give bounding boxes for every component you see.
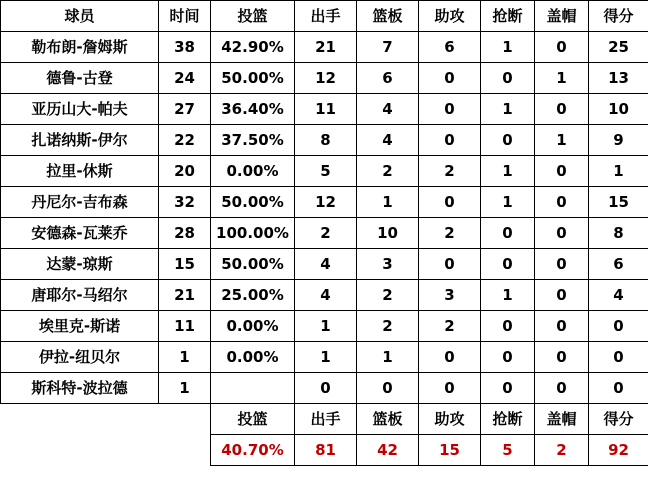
cell-points: 8 bbox=[589, 218, 648, 249]
cell-fga: 0 bbox=[295, 373, 357, 404]
column-header-assists: 助攻 bbox=[419, 1, 481, 32]
cell-steals: 0 bbox=[481, 249, 535, 280]
cell-rebounds: 1 bbox=[357, 342, 419, 373]
column-header-player: 球员 bbox=[1, 1, 159, 32]
cell-player: 拉里-休斯 bbox=[1, 156, 159, 187]
cell-steals: 0 bbox=[481, 63, 535, 94]
table-row bbox=[1, 373, 648, 404]
cell-fga: 12 bbox=[295, 63, 357, 94]
cell-points: 1 bbox=[589, 156, 648, 187]
cell-fga: 21 bbox=[295, 32, 357, 63]
totals-value-spacer-minutes bbox=[159, 435, 211, 466]
cell-rebounds: 6 bbox=[357, 63, 419, 94]
column-header-points: 得分 bbox=[589, 1, 648, 32]
cell-points: 4 bbox=[589, 280, 648, 311]
cell-assists: 0 bbox=[419, 342, 481, 373]
totals-values-row bbox=[1, 435, 648, 466]
cell-blocks: 0 bbox=[535, 311, 589, 342]
cell-steals: 0 bbox=[481, 125, 535, 156]
column-header-steals: 抢断 bbox=[481, 1, 535, 32]
cell-points: 13 bbox=[589, 63, 648, 94]
cell-fg-pct: 50.00% bbox=[211, 63, 295, 94]
cell-minutes: 28 bbox=[159, 218, 211, 249]
cell-assists: 0 bbox=[419, 125, 481, 156]
cell-rebounds: 4 bbox=[357, 94, 419, 125]
cell-fga: 1 bbox=[295, 311, 357, 342]
cell-minutes: 24 bbox=[159, 63, 211, 94]
cell-rebounds: 2 bbox=[357, 156, 419, 187]
cell-player: 达蒙-琼斯 bbox=[1, 249, 159, 280]
cell-steals: 0 bbox=[481, 218, 535, 249]
cell-blocks: 1 bbox=[535, 63, 589, 94]
cell-steals: 1 bbox=[481, 280, 535, 311]
cell-fg-pct: 42.90% bbox=[211, 32, 295, 63]
cell-assists: 0 bbox=[419, 187, 481, 218]
table-row bbox=[1, 249, 648, 280]
cell-assists: 2 bbox=[419, 311, 481, 342]
column-header-rebounds: 篮板 bbox=[357, 1, 419, 32]
cell-minutes: 22 bbox=[159, 125, 211, 156]
cell-minutes: 1 bbox=[159, 342, 211, 373]
cell-player: 德鲁-古登 bbox=[1, 63, 159, 94]
cell-rebounds: 0 bbox=[357, 373, 419, 404]
totals-header-rebounds: 篮板 bbox=[357, 404, 419, 435]
table-row bbox=[1, 63, 648, 94]
cell-fg-pct: 0.00% bbox=[211, 311, 295, 342]
cell-rebounds: 3 bbox=[357, 249, 419, 280]
totals-spacer-player bbox=[1, 404, 159, 435]
totals-value-fg-pct: 40.70% bbox=[211, 435, 295, 466]
table-row bbox=[1, 342, 648, 373]
cell-assists: 0 bbox=[419, 63, 481, 94]
cell-fg-pct: 25.00% bbox=[211, 280, 295, 311]
cell-blocks: 1 bbox=[535, 125, 589, 156]
cell-fg-pct: 36.40% bbox=[211, 94, 295, 125]
cell-points: 0 bbox=[589, 311, 648, 342]
cell-fg-pct: 50.00% bbox=[211, 187, 295, 218]
cell-fg-pct: 50.00% bbox=[211, 249, 295, 280]
cell-player: 唐耶尔-马绍尔 bbox=[1, 280, 159, 311]
cell-fga: 11 bbox=[295, 94, 357, 125]
totals-value-points: 92 bbox=[589, 435, 648, 466]
cell-player: 斯科特-波拉德 bbox=[1, 373, 159, 404]
table-header bbox=[1, 1, 648, 32]
cell-minutes: 38 bbox=[159, 32, 211, 63]
cell-assists: 2 bbox=[419, 156, 481, 187]
totals-header-row bbox=[1, 404, 648, 435]
cell-fg-pct bbox=[211, 373, 295, 404]
cell-minutes: 27 bbox=[159, 94, 211, 125]
cell-steals: 1 bbox=[481, 94, 535, 125]
cell-rebounds: 1 bbox=[357, 187, 419, 218]
cell-assists: 0 bbox=[419, 249, 481, 280]
cell-blocks: 0 bbox=[535, 94, 589, 125]
cell-blocks: 0 bbox=[535, 187, 589, 218]
cell-fga: 4 bbox=[295, 249, 357, 280]
totals-header-fga: 出手 bbox=[295, 404, 357, 435]
column-header-fg-pct: 投篮 bbox=[211, 1, 295, 32]
cell-fg-pct: 0.00% bbox=[211, 156, 295, 187]
cell-rebounds: 10 bbox=[357, 218, 419, 249]
cell-points: 25 bbox=[589, 32, 648, 63]
cell-fga: 2 bbox=[295, 218, 357, 249]
cell-blocks: 0 bbox=[535, 32, 589, 63]
cell-rebounds: 2 bbox=[357, 280, 419, 311]
cell-blocks: 0 bbox=[535, 249, 589, 280]
table-row bbox=[1, 187, 648, 218]
cell-rebounds: 4 bbox=[357, 125, 419, 156]
cell-assists: 3 bbox=[419, 280, 481, 311]
cell-points: 10 bbox=[589, 94, 648, 125]
cell-player: 亚历山大-帕夫 bbox=[1, 94, 159, 125]
totals-value-assists: 15 bbox=[419, 435, 481, 466]
column-header-blocks: 盖帽 bbox=[535, 1, 589, 32]
totals-header-fg-pct: 投篮 bbox=[211, 404, 295, 435]
cell-rebounds: 7 bbox=[357, 32, 419, 63]
cell-minutes: 21 bbox=[159, 280, 211, 311]
totals-value-steals: 5 bbox=[481, 435, 535, 466]
cell-minutes: 1 bbox=[159, 373, 211, 404]
cell-steals: 0 bbox=[481, 311, 535, 342]
cell-steals: 1 bbox=[481, 156, 535, 187]
cell-steals: 1 bbox=[481, 187, 535, 218]
cell-assists: 2 bbox=[419, 218, 481, 249]
cell-blocks: 0 bbox=[535, 373, 589, 404]
totals-spacer-minutes bbox=[159, 404, 211, 435]
cell-rebounds: 2 bbox=[357, 311, 419, 342]
cell-points: 0 bbox=[589, 342, 648, 373]
totals-header-blocks: 盖帽 bbox=[535, 404, 589, 435]
table-row bbox=[1, 156, 648, 187]
table-body bbox=[1, 32, 648, 466]
cell-player: 勒布朗-詹姆斯 bbox=[1, 32, 159, 63]
cell-steals: 0 bbox=[481, 373, 535, 404]
cell-blocks: 0 bbox=[535, 280, 589, 311]
table-row bbox=[1, 218, 648, 249]
cell-points: 9 bbox=[589, 125, 648, 156]
cell-assists: 0 bbox=[419, 373, 481, 404]
cell-fga: 8 bbox=[295, 125, 357, 156]
cell-points: 15 bbox=[589, 187, 648, 218]
cell-player: 丹尼尔-吉布森 bbox=[1, 187, 159, 218]
cell-steals: 1 bbox=[481, 32, 535, 63]
cell-player: 安德森-瓦莱乔 bbox=[1, 218, 159, 249]
totals-header-steals: 抢断 bbox=[481, 404, 535, 435]
totals-header-assists: 助攻 bbox=[419, 404, 481, 435]
cell-fga: 4 bbox=[295, 280, 357, 311]
cell-blocks: 0 bbox=[535, 156, 589, 187]
cell-blocks: 0 bbox=[535, 218, 589, 249]
totals-value-fga: 81 bbox=[295, 435, 357, 466]
cell-minutes: 11 bbox=[159, 311, 211, 342]
totals-value-blocks: 2 bbox=[535, 435, 589, 466]
cell-fg-pct: 0.00% bbox=[211, 342, 295, 373]
table-row bbox=[1, 94, 648, 125]
cell-assists: 0 bbox=[419, 94, 481, 125]
table-row bbox=[1, 311, 648, 342]
table-row bbox=[1, 280, 648, 311]
cell-minutes: 32 bbox=[159, 187, 211, 218]
cell-minutes: 15 bbox=[159, 249, 211, 280]
cell-assists: 6 bbox=[419, 32, 481, 63]
cell-fga: 12 bbox=[295, 187, 357, 218]
column-header-fga: 出手 bbox=[295, 1, 357, 32]
totals-value-spacer-player bbox=[1, 435, 159, 466]
cell-minutes: 20 bbox=[159, 156, 211, 187]
cell-fg-pct: 37.50% bbox=[211, 125, 295, 156]
cell-player: 埃里克-斯诺 bbox=[1, 311, 159, 342]
cell-blocks: 0 bbox=[535, 342, 589, 373]
table-row bbox=[1, 32, 648, 63]
cell-points: 0 bbox=[589, 373, 648, 404]
cell-player: 扎诺纳斯-伊尔 bbox=[1, 125, 159, 156]
totals-value-rebounds: 42 bbox=[357, 435, 419, 466]
cell-fga: 1 bbox=[295, 342, 357, 373]
cell-steals: 0 bbox=[481, 342, 535, 373]
column-header-minutes: 时间 bbox=[159, 1, 211, 32]
cell-fg-pct: 100.00% bbox=[211, 218, 295, 249]
cell-points: 6 bbox=[589, 249, 648, 280]
cell-player: 伊拉-纽贝尔 bbox=[1, 342, 159, 373]
totals-header-points: 得分 bbox=[589, 404, 648, 435]
header-row bbox=[1, 1, 648, 32]
cell-fga: 5 bbox=[295, 156, 357, 187]
table-row bbox=[1, 125, 648, 156]
